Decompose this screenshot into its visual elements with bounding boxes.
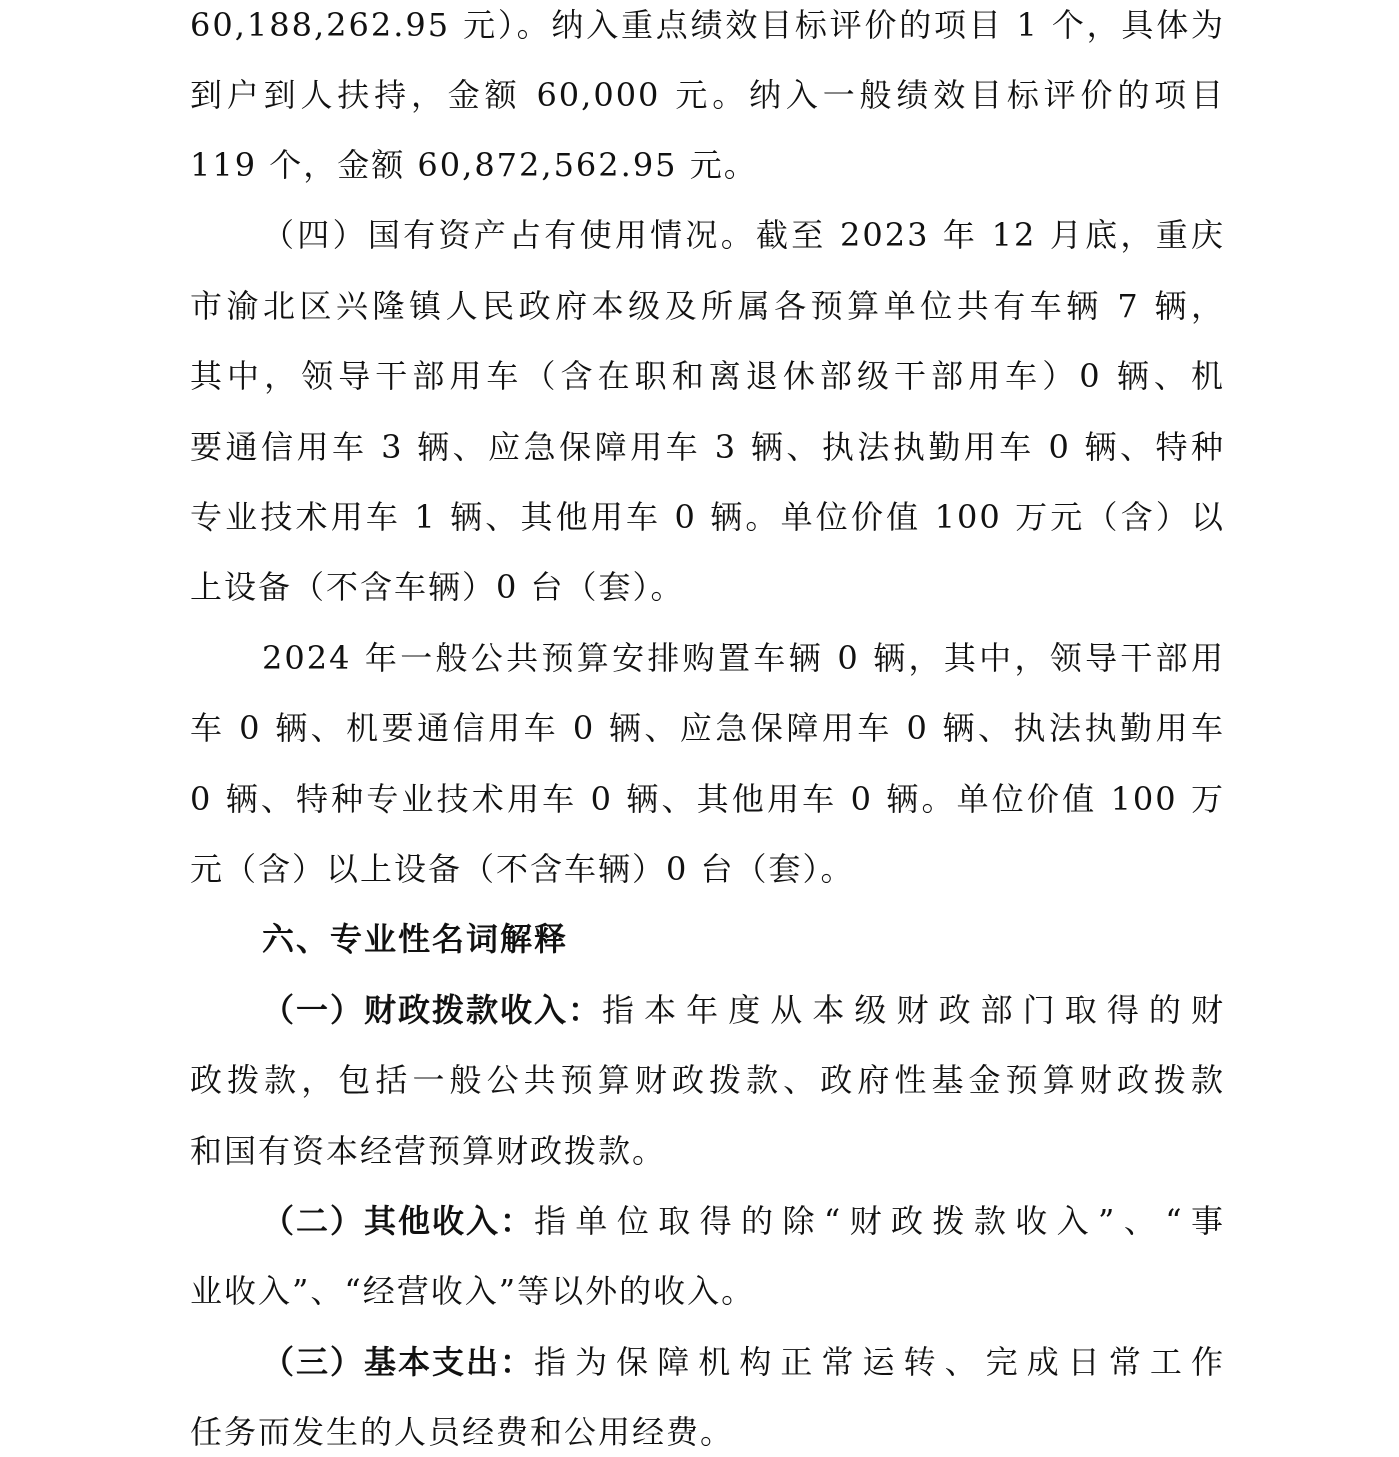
term-label: （二）其他收入： [262, 1202, 535, 1240]
paragraph-line: 车 0 辆、机要通信用车 0 辆、应急保障用车 0 辆、执法执勤用车 [190, 709, 1225, 747]
definition-line [190, 1196, 1225, 1246]
paragraph-line: 政拨款，包括一般公共预算财政拨款、政府性基金预算财政拨款 [190, 1061, 1225, 1099]
paragraph-line: 元（含）以上设备（不含车辆）0 台（套）。 [190, 850, 855, 888]
paragraph-line: 上设备（不含车辆）0 台（套）。 [190, 568, 685, 606]
paragraph-line: 要通信用车 3 辆、应急保障用车 3 辆、执法执勤用车 0 辆、特种 [190, 428, 1225, 466]
section-assets-line: （四）国有资产占有使用情况。截至 2023 年 12 月底，重庆 [262, 216, 1225, 254]
paragraph-line: 和国有资本经营预算财政拨款。 [190, 1132, 667, 1170]
paragraph-line: 市渝北区兴隆镇人民政府本级及所属各预算单位共有车辆 7 辆， [190, 287, 1225, 325]
paragraph-line: 0 辆、特种专业技术用车 0 辆、其他用车 0 辆。单位价值 100 万 [190, 780, 1225, 818]
term-label: （三）基本支出： [262, 1343, 535, 1381]
paragraph-line: 任务而发生的人员经费和公用经费。 [190, 1413, 735, 1451]
term-definition: 指为保障机构正常运转、完成日常工作 [534, 1343, 1225, 1381]
term-definition: 指单位取得的除“财政拨款收入”、“事 [534, 1202, 1225, 1240]
section-heading: 六、专业性名词解释 [262, 920, 569, 958]
definition-line [190, 1337, 1225, 1387]
paragraph-line: 60,188,262.95 元）。纳入重点绩效目标评价的项目 1 个，具体为 [190, 6, 1225, 44]
term-definition: 指本年度从本级财政部门取得的财 [602, 991, 1225, 1029]
definition-line [190, 985, 1225, 1035]
paragraph-line: 其中，领导干部用车（含在职和离退休部级干部用车）0 辆、机 [190, 357, 1225, 395]
paragraph-line: 119 个，金额 60,872,562.95 元。 [190, 146, 758, 184]
paragraph-line: 专业技术用车 1 辆、其他用车 0 辆。单位价值 100 万元（含）以 [190, 498, 1225, 536]
paragraph-line: 到户到人扶持，金额 60,000 元。纳入一般绩效目标评价的项目 [190, 76, 1225, 114]
paragraph-line: 业收入”、“经营收入”等以外的收入。 [190, 1272, 756, 1310]
term-label: （一）财政拨款收入： [262, 991, 603, 1029]
paragraph-line: 2024 年一般公共预算安排购置车辆 0 辆，其中，领导干部用 [262, 639, 1225, 677]
